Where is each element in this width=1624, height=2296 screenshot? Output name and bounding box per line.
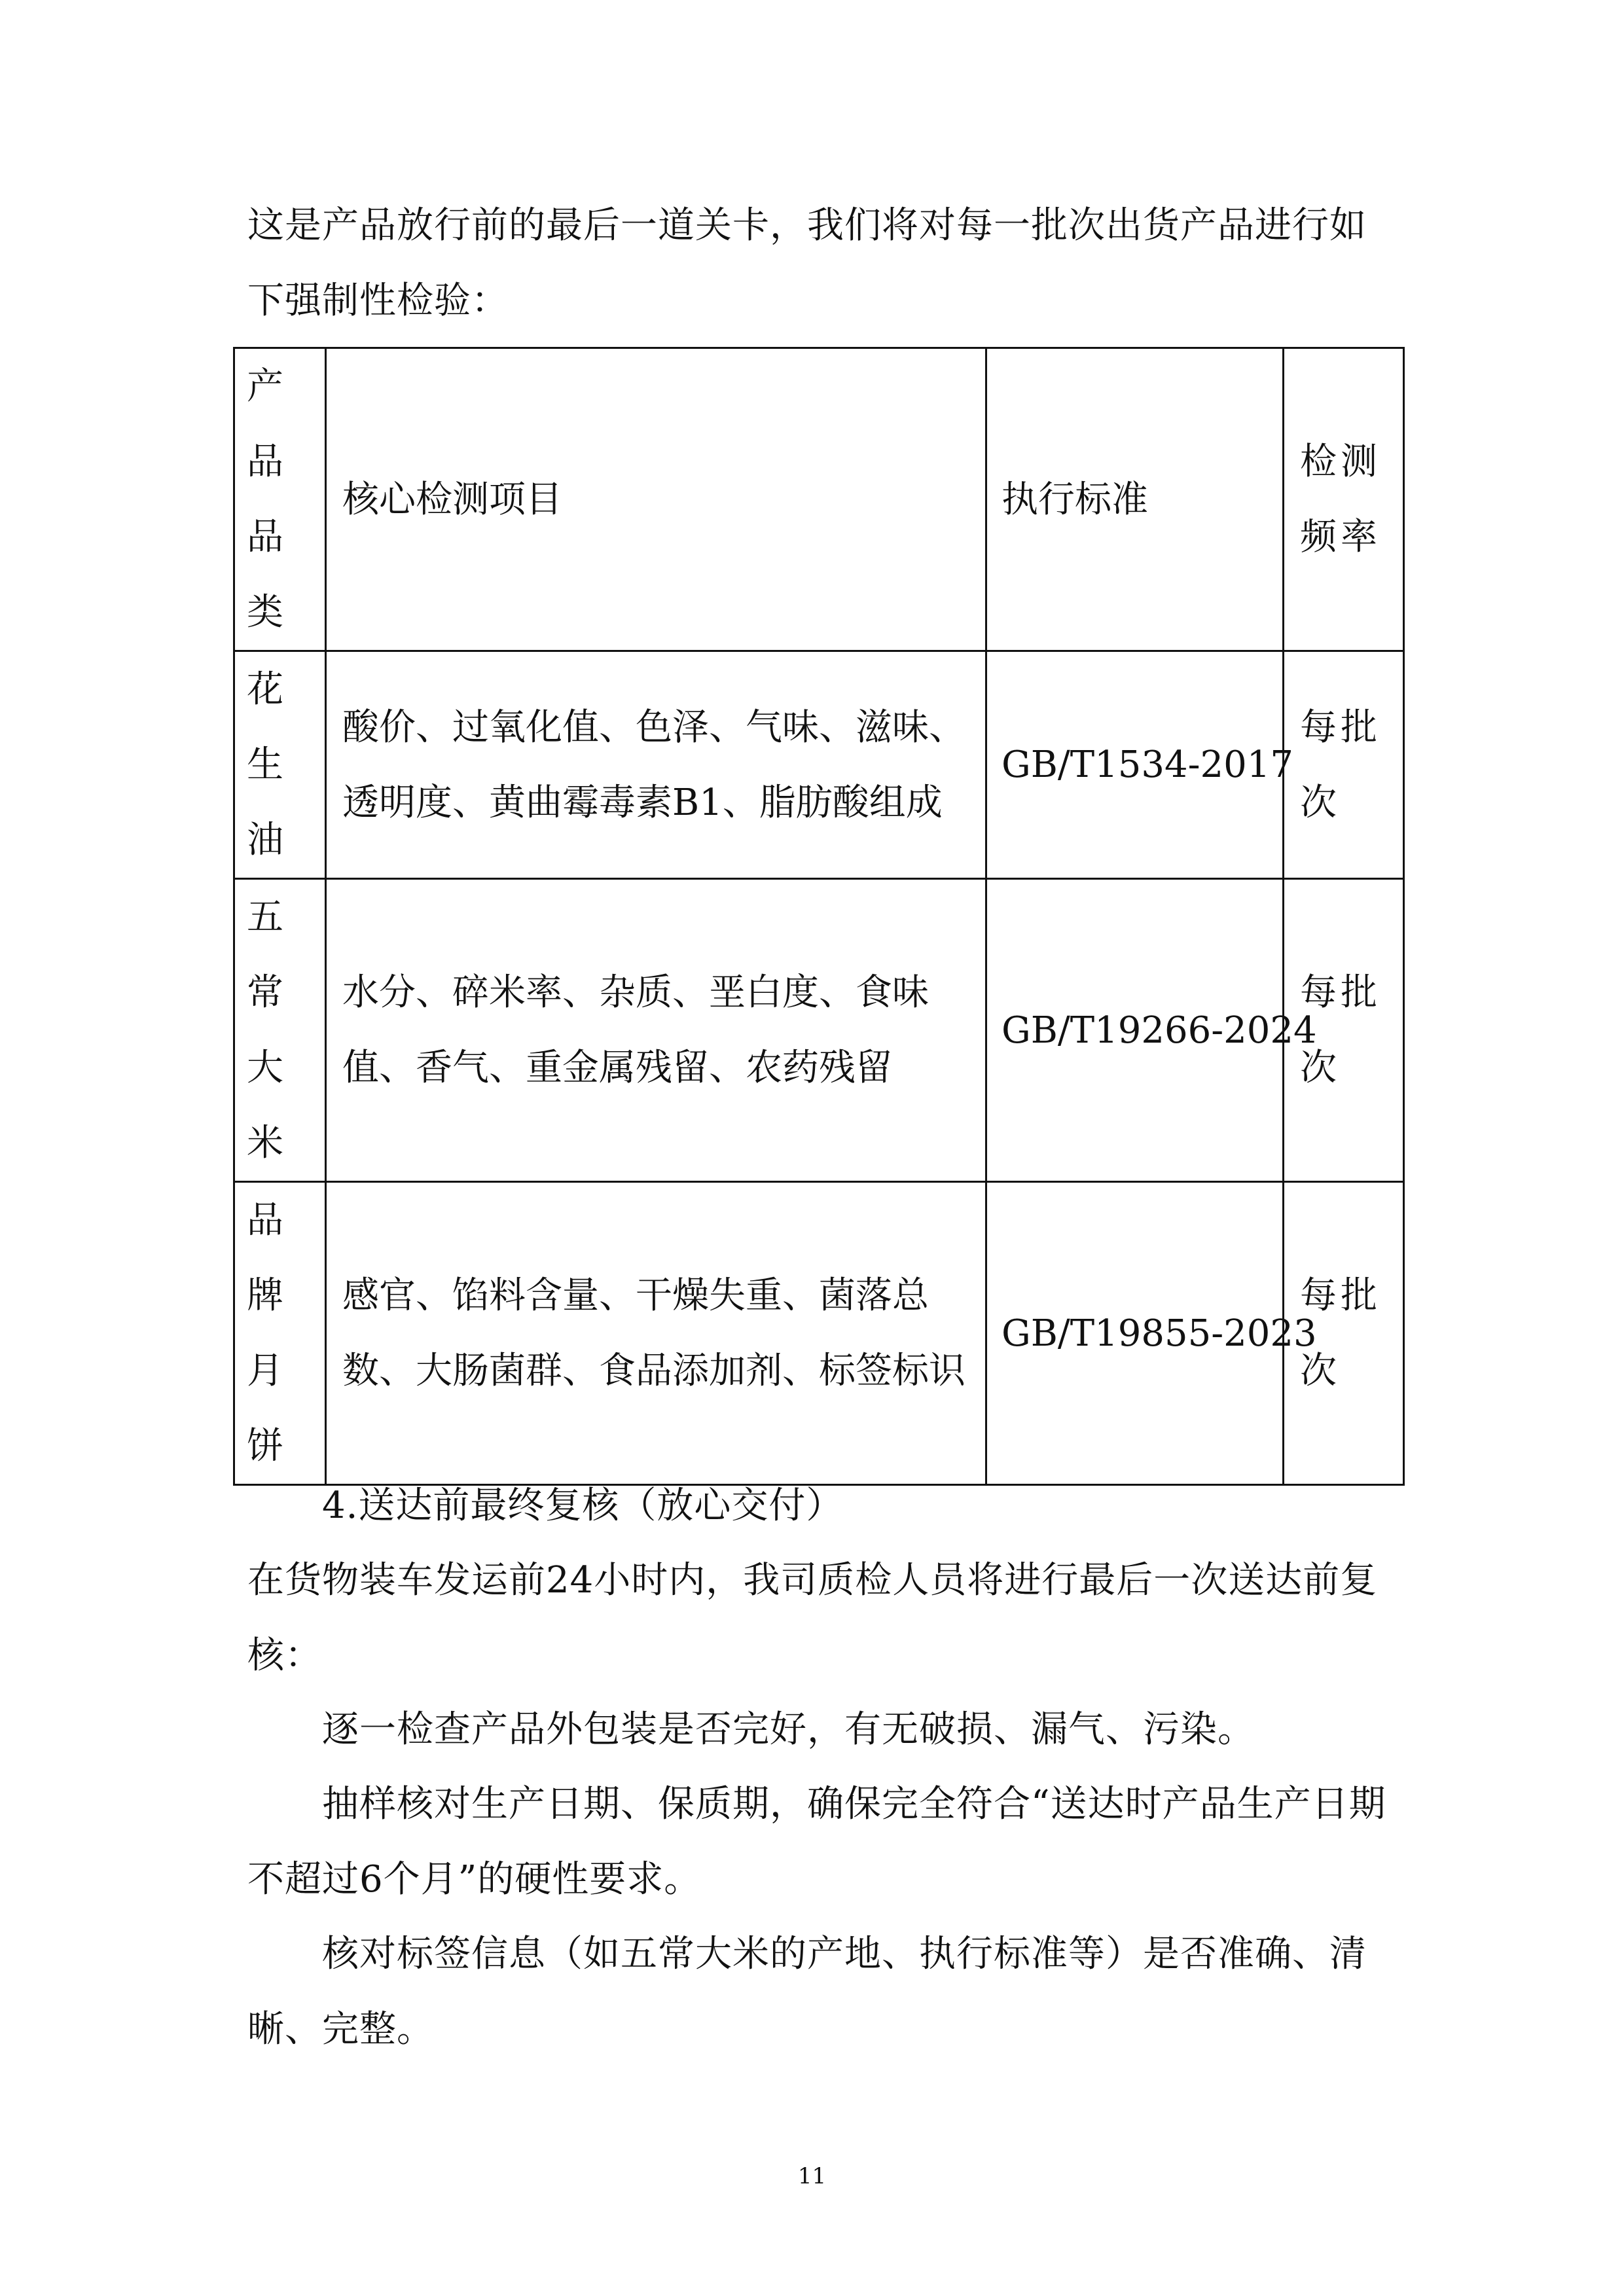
header-category-char: 类 (247, 591, 283, 634)
table-header-row (234, 348, 1404, 651)
category-char: 月 (247, 1350, 283, 1392)
category-cell (234, 879, 326, 1182)
category-char: 常 (247, 971, 283, 1014)
inspection-table (233, 347, 1405, 1486)
check-item-paragraph: 逐一检查产品外包装是否完好，有无破损、漏气、污染。 (322, 1708, 1255, 1751)
frequency-cell: 每批次 (1284, 651, 1404, 879)
category-char: 牌 (247, 1274, 283, 1317)
section-heading: 4.送达前最终复核（放心交付） (322, 1484, 844, 1527)
standard-cell: GB/T1534-2017 (986, 651, 1284, 879)
category-char: 五 (247, 896, 283, 939)
check-item-paragraph: 核对标签信息（如五常大米的产地、执行标准等）是否准确、清晰、完整。 (247, 1933, 1367, 2051)
header-category-char: 产 (247, 365, 283, 408)
items-cell: 感官、馅料含量、干燥失重、菌落总数、大肠菌群、食品添加剂、标签标识 (326, 1182, 986, 1485)
category-char: 油 (247, 819, 283, 861)
category-char: 品 (247, 1199, 283, 1242)
category-cell (234, 651, 326, 879)
intro-paragraph: 这是产品放行前的最后一道关卡，我们将对每一批次出货产品进行如下强制性检验： (247, 204, 1367, 322)
standard-cell: GB/T19855-2023 (986, 1182, 1284, 1485)
table-row (234, 879, 1404, 1182)
category-cell (234, 1182, 326, 1485)
category-char: 大 (247, 1047, 283, 1089)
header-frequency-cell: 检测频率 (1284, 348, 1404, 651)
check-item-paragraph: 抽样核对生产日期、保质期，确保完全符合“送达时产品生产日期不超过6个月”的硬性要求。 (247, 1783, 1386, 1901)
page-number: 11 (797, 2163, 827, 2189)
standard-cell: GB/T19266-2024 (986, 879, 1284, 1182)
table-row (234, 651, 1404, 879)
header-category-char: 品 (247, 440, 283, 483)
table-row (234, 1182, 1404, 1485)
category-char: 饼 (247, 1425, 283, 1467)
frequency-cell: 每批次 (1284, 1182, 1404, 1485)
category-char: 花 (247, 668, 283, 711)
frequency-cell: 每批次 (1284, 879, 1404, 1182)
items-cell: 酸价、过氧化值、色泽、气味、滋味、透明度、黄曲霉毒素B1、脂肪酸组成 (326, 651, 986, 879)
items-cell: 水分、碎米率、杂质、垩白度、食味值、香气、重金属残留、农药残留 (326, 879, 986, 1182)
category-char: 米 (247, 1122, 283, 1164)
header-category-char: 品 (247, 516, 283, 558)
category-char: 生 (247, 744, 283, 786)
header-standard-cell: 执行标准 (986, 348, 1284, 651)
header-category-cell (234, 348, 326, 651)
section-intro-paragraph: 在货物装车发运前24小时内，我司质检人员将进行最后一次送达前复核： (247, 1559, 1378, 1677)
header-items-cell: 核心检测项目 (326, 348, 986, 651)
